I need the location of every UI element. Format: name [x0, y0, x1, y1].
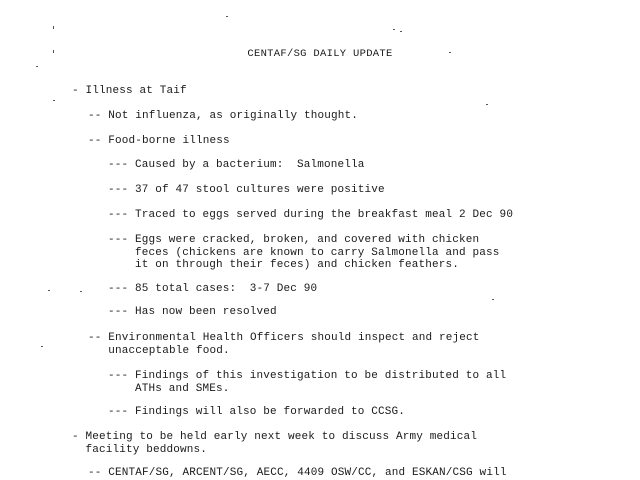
- scan-speck: [226, 16, 228, 17]
- sub-bullet-food-borne: -- Food-borne illness: [88, 135, 230, 147]
- item-findings-distributed-2: ATHs and SMEs.: [108, 383, 230, 395]
- item-caused-by-bacterium: --- Caused by a bacterium: Salmonella: [108, 159, 365, 171]
- scan-speck: [36, 66, 38, 67]
- item-eggs-cracked-line2: feces (chickens are known to carry Salmonella and pass: [108, 247, 500, 259]
- item-findings-forwarded: --- Findings will also be forwarded to CCSG.: [108, 406, 406, 418]
- sub-bullet-env-health-line2: unacceptable food.: [88, 345, 230, 357]
- scan-speck: [80, 291, 82, 292]
- item-resolved: --- Has now been resolved: [108, 306, 277, 318]
- item-stool-cultures: --- 37 of 47 stool cultures were positive: [108, 184, 385, 196]
- scan-speck: [41, 346, 43, 347]
- scan-speck: [53, 100, 55, 101]
- bullet-meeting-line2: facility beddowns.: [72, 444, 208, 456]
- scan-speck: [53, 26, 54, 29]
- item-findings-distributed-1: --- Findings of this investigation to be distributed to all: [108, 370, 507, 382]
- scan-speck: [486, 104, 488, 105]
- item-eggs-cracked-line1: --- Eggs were cracked, broken, and covered with chicken: [108, 234, 480, 246]
- item-traced-to-eggs: --- Traced to eggs served during the breakfast meal 2 Dec 90: [108, 209, 514, 221]
- document-title: CENTAF/SG DAILY UPDATE: [247, 48, 393, 60]
- scan-speck: [48, 290, 50, 291]
- sub-bullet-attendees: -- CENTAF/SG, ARCENT/SG, AECC, 4409 OSW/CC, and ESKAN/CSG will: [88, 467, 507, 479]
- bullet-illness-at-taif: - Illness at Taif: [72, 85, 187, 97]
- sub-bullet-not-influenza: -- Not influenza, as originally thought.: [88, 110, 359, 122]
- scan-speck: [400, 31, 402, 32]
- item-eggs-cracked-line3: it on through their feces) and chicken feathers.: [108, 259, 460, 271]
- scan-speck: [393, 29, 395, 30]
- bullet-meeting-line1: - Meeting to be held early next week to discuss Army medical: [72, 431, 478, 443]
- item-total-cases: --- 85 total cases: 3-7 Dec 90: [108, 283, 318, 295]
- scan-speck: [492, 299, 494, 300]
- sub-bullet-env-health-line1: -- Environmental Health Officers should inspect and reject: [88, 332, 480, 344]
